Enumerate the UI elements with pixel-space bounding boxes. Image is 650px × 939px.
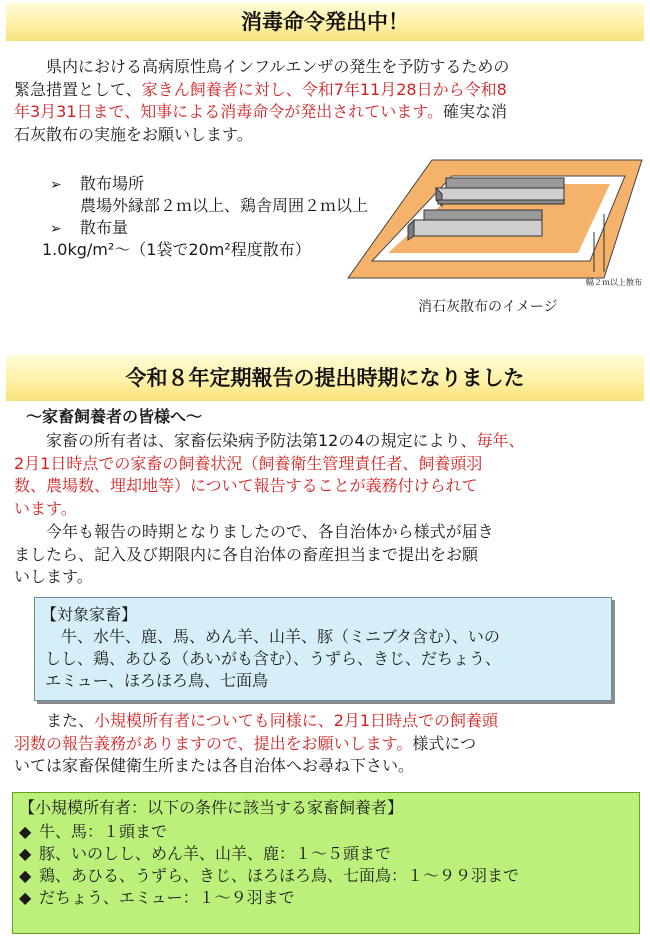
list-item: ◆ 豚、いのしし、めん羊、山羊、鹿：１～５頭まで <box>19 844 392 863</box>
disinfection-paragraph: 県内における高病原性鳥インフルエンザの発生を予防するための 緊急措置として、家きん飼養者に対し、令和7年11月28日から令和8 年3月31日まで、知事による消毒命令が発出されています。確実な消 石灰散布の実施をお願いします。 <box>14 57 510 144</box>
diamond-icon: ◆ <box>19 866 32 885</box>
list-item: ◆ 牛、馬：１頭まで <box>19 822 168 841</box>
diamond-icon: ◆ <box>19 888 32 907</box>
report-duty-paragraph: 家畜の所有者は、家畜伝染病予防法第12の4の規定により、毎年、 2月1日時点での家畜の飼養状況（飼養衛生管理責任者、飼養頭羽 数、農場数、埋却地等）について報告することが義務付けられて います。 <box>14 431 525 518</box>
amount-text: 1.0kg/m²～（1袋で20m²程度散布） <box>42 240 311 259</box>
box-heading: 【対象家畜】 <box>41 605 138 624</box>
list-item: ◆ 鶏、あひる、うずら、きじ、ほろほろ鳥、七面鳥：１～９９羽まで <box>19 866 520 885</box>
section-title: 消毒命令発出中！ <box>241 10 409 34</box>
place-text: 農場外縁部２ｍ以上、鶏舎周囲２ｍ以上 <box>80 196 369 215</box>
arrowhead-icon: ➢ <box>50 177 62 193</box>
greeting: ～家畜飼養者の皆様へ～ <box>26 407 203 426</box>
bullet-place: ➢ 散布場所 <box>50 173 144 196</box>
section-title: 令和８年定期報告の提出時期になりました <box>125 366 525 390</box>
box-heading: 【小規模所有者：以下の条件に該当する家畜飼養者】 <box>19 798 404 817</box>
spread-width-note: 幅２ｍ以上散布 <box>586 278 642 287</box>
list-item: ◆ だちょう、エミュー：１～９羽まで <box>19 888 295 907</box>
target-livestock-box <box>34 597 612 701</box>
diamond-icon: ◆ <box>19 822 32 841</box>
small-owner-paragraph: また、小規模所有者についても同様に、2月1日時点での飼養頭 羽数の報告義務がありますので、提出をお願いします。様式につ いては家畜保健衛生所または各自治体へお尋ね下さい。 <box>14 711 499 775</box>
lime-spreading-illustration <box>342 154 650 290</box>
box-line: しし、鶏、あひる（あいがも含む）、うずら、きじ、だちょう、 <box>45 649 502 668</box>
box-line: エミュー、ほろほろ鳥、七面鳥 <box>45 671 269 690</box>
section-banner-disinfection <box>6 3 644 41</box>
box-line: 牛、水牛、鹿、馬、めん羊、山羊、豚（ミニブタ含む）、いの <box>61 627 500 646</box>
submission-paragraph: 今年も報告の時期となりましたので、各自治体から様式が届き ましたら、記入及び期限内に各自治体の畜産担当まで提出をお願 いします。 <box>14 522 494 586</box>
image-caption: 消石灰散布のイメージ <box>418 299 558 315</box>
small-owner-box <box>12 792 640 934</box>
section-banner-report <box>6 355 644 401</box>
arrowhead-icon: ➢ <box>50 221 62 237</box>
bullet-amount: ➢ 散布量 <box>50 217 128 240</box>
diamond-icon: ◆ <box>19 844 32 863</box>
